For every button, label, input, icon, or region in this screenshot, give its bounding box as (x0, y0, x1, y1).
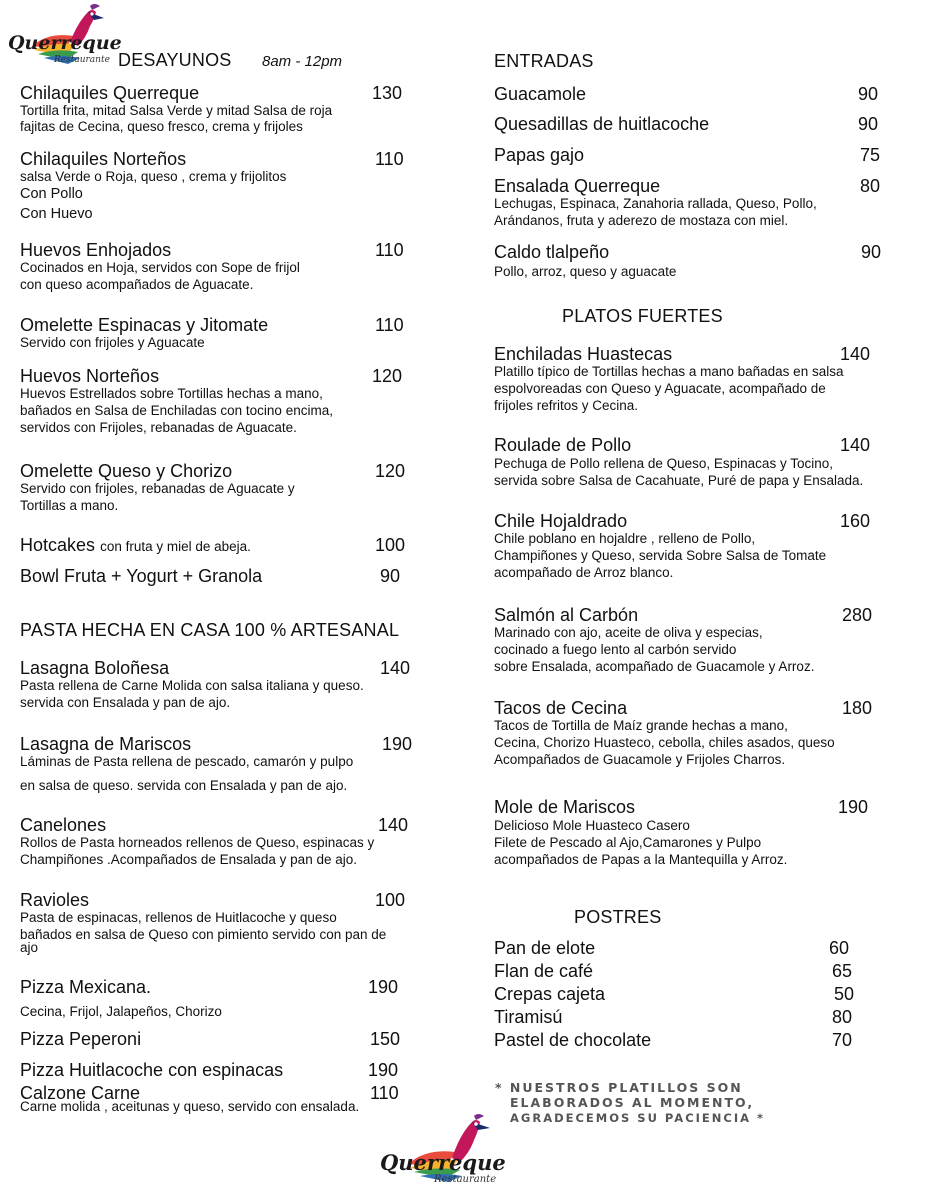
logo-subtitle: Restaurante (54, 55, 110, 65)
menu-item-description: Carne molida , aceitunas y queso, servido con ensalada. (20, 1099, 360, 1114)
menu-item-description: Pasta rellena de Carne Molida con salsa italiana y queso. (20, 678, 364, 693)
menu-item-price: 120 (375, 461, 406, 481)
menu-item-description: Tortilla frita, mitad Salsa Verde y mitad Salsa de roja (20, 103, 333, 118)
menu-item-option: Con Huevo (20, 206, 93, 222)
kitchen-note: ELABORADOS AL MOMENTO, (510, 1095, 755, 1110)
menu-item-description: bañados en salsa de Queso con pimiento servido con pan de (20, 927, 387, 942)
menu-item-name: Calzone Carne (20, 1083, 141, 1103)
menu-item-description: salsa Verde o Roja, queso , crema y frijolitos (20, 169, 287, 184)
menu-item-price: 50 (834, 984, 855, 1004)
menu-item-name: Pizza Huitlacoche con espinacas (20, 1060, 284, 1080)
menu-item-description: cocinado a fuego lento al carbón servido (494, 642, 737, 657)
menu-item-description: Delicioso Mole Huasteco Casero (494, 818, 690, 833)
section-title-desayunos: DESAYUNOS (118, 50, 232, 70)
menu-item-name: Pastel de chocolate (494, 1030, 652, 1050)
menu-item-description: Champiñones y Queso, servida Sobre Salsa de Tomate (494, 548, 827, 563)
menu-item-price: 140 (840, 435, 871, 455)
menu-item-price: 120 (372, 366, 403, 386)
menu-item-description: espolvoreadas con Queso y Aguacate, acompañado de (494, 381, 826, 396)
menu-item-price: 90 (861, 242, 882, 262)
menu-item-price: 110 (375, 149, 404, 169)
restaurant-logo-top (4, 2, 122, 70)
menu-item-description: frijoles refritos y Cecina. (494, 398, 639, 413)
menu-item-price: 75 (860, 145, 881, 165)
section-title-platos-fuertes: PLATOS FUERTES (562, 306, 723, 326)
menu-item-description: Cecina, Frijol, Jalapeños, Chorizo (20, 1004, 222, 1019)
menu-item-price: 70 (832, 1030, 853, 1050)
menu-item-description: Cocinados en Hoja, servidos con Sope de frijol (20, 260, 300, 275)
menu-item-description: Láminas de Pasta rellena de pescado, camarón y pulpo (20, 754, 354, 769)
menu-item-name: Quesadillas de huitlacoche (494, 114, 710, 134)
menu-item-description: fajitas de Cecina, queso fresco, crema y frijoles (20, 119, 303, 134)
menu-item-price: 110 (370, 1083, 399, 1103)
menu-item-description: Servido con frijoles y Aguacate (20, 335, 205, 350)
menu-item-name: Huevos Norteños (20, 366, 160, 386)
menu-item-price: 110 (375, 315, 404, 335)
menu-item-name: Lasagna de Mariscos (20, 734, 192, 754)
menu-item-price: 90 (858, 114, 879, 134)
menu-item-price: 130 (372, 83, 403, 103)
menu-item-description: bañados en Salsa de Enchiladas con tocino encima, (20, 403, 333, 418)
menu-item-name: Guacamole (494, 84, 587, 104)
menu-item-price: 90 (380, 566, 401, 586)
menu-item-name: Canelones (20, 815, 107, 835)
menu-item-price: 190 (368, 1060, 399, 1080)
menu-item-name: Chile Hojaldrado (494, 511, 628, 531)
menu-item-name: Salmón al Carbón (494, 605, 639, 625)
menu-item-description: Pechuga de Pollo rellena de Queso, Espinacas y Tocino, (494, 456, 833, 471)
menu-item-description: Champiñones .Acompañados de Ensalada y pan de ajo. (20, 852, 357, 867)
menu-item-description: acompañados de Papas a la Mantequilla y Arroz. (494, 852, 788, 867)
menu-item-price: 90 (858, 84, 879, 104)
menu-item-name: Tiramisú (494, 1007, 563, 1027)
menu-item-price: 65 (832, 961, 853, 981)
menu-item-description: Cecina, Chorizo Huasteco, cebolla, chiles asados, queso (494, 735, 835, 750)
menu-item-description: ajo (20, 940, 39, 955)
kitchen-note: * NUESTROS PLATILLOS SON (495, 1080, 743, 1095)
menu-item-description: servida sobre Salsa de Cacahuate, Puré de papa y Ensalada. (494, 473, 864, 488)
menu-item-description: sobre Ensalada, acompañado de Guacamole y Arroz. (494, 659, 815, 674)
menu-item-name: Pan de elote (494, 938, 596, 958)
logo-subtitle: Restaurante (434, 1174, 497, 1185)
menu-item-name: Mole de Mariscos (494, 797, 636, 817)
menu-item-name: Pizza Peperoni (20, 1029, 142, 1049)
menu-item-price: 160 (840, 511, 871, 531)
menu-item-price: 140 (380, 658, 411, 678)
menu-item-price: 280 (842, 605, 873, 625)
menu-item-name: Ravioles (20, 890, 90, 910)
menu-item-description: Pasta de espinacas, rellenos de Huitlacoche y queso (20, 910, 337, 925)
menu-item-name (20, 535, 251, 556)
menu-item-name: Chilaquiles Querreque (20, 83, 200, 103)
section-title-entradas: ENTRADAS (494, 51, 594, 71)
menu-item-description: Pollo, arroz, queso y aguacate (494, 264, 677, 279)
menu-item-price: 80 (832, 1007, 853, 1027)
menu-item-description: con queso acompañados de Aguacate. (20, 277, 254, 292)
desayunos-hours: 8am - 12pm (262, 53, 343, 70)
menu-item-description: Chile poblano en hojaldre , relleno de Pollo, (494, 531, 756, 546)
menu-item-description: Acompañados de Guacamole y Frijoles Charros. (494, 752, 786, 767)
menu-item-description: servida con Ensalada y pan de ajo. (20, 695, 231, 710)
menu-item-name: Flan de café (494, 961, 594, 981)
menu-item-name: Omelette Queso y Chorizo (20, 461, 233, 481)
menu-item-name: Pizza Mexicana. (20, 977, 152, 997)
menu-item-price: 190 (382, 734, 413, 754)
menu-item-name: Ensalada Querreque (494, 176, 661, 196)
menu-item-name: Papas gajo (494, 145, 585, 165)
menu-item-price: 190 (838, 797, 869, 817)
menu-item-description: Marinado con ajo, aceite de oliva y especias, (494, 625, 763, 640)
menu-item-name: Huevos Enhojados (20, 240, 172, 260)
menu-item-description: en salsa de queso. servida con Ensalada y pan de ajo. (20, 778, 348, 793)
menu-item-name: Tacos de Cecina (494, 698, 628, 718)
menu-item-price: 180 (842, 698, 873, 718)
menu-item-description: acompañado de Arroz blanco. (494, 565, 674, 580)
menu-item-price: 190 (368, 977, 399, 997)
menu-item-price: 80 (860, 176, 881, 196)
menu-item-price: 110 (375, 240, 404, 260)
menu-item-price: 140 (840, 344, 871, 364)
section-title-pasta: PASTA HECHA EN CASA 100 % ARTESANAL (20, 620, 400, 640)
menu-item-description: Arándanos, fruta y aderezo de mostaza con miel. (494, 213, 789, 228)
logo-wordmark: Querreque (8, 32, 122, 54)
menu-item-description: servidos con Frijoles, rebanadas de Aguacate. (20, 420, 297, 435)
menu-item-description: Servido con frijoles, rebanadas de Aguacate y (20, 481, 295, 496)
restaurant-logo-bottom (378, 1112, 504, 1192)
menu-item-name: Chilaquiles Norteños (20, 149, 187, 169)
menu-item-price: 100 (375, 535, 406, 555)
menu-item-description: Rollos de Pasta horneados rellenos de Queso, espinacas y (20, 835, 375, 850)
menu-item-name: Caldo tlalpeño (494, 242, 610, 262)
kitchen-note: AGRADECEMOS SU PACIENCIA * (510, 1111, 766, 1125)
menu-item-inline-description: con fruta y miel de abeja. (100, 539, 251, 554)
menu-item-name: Omelette Espinacas y Jitomate (20, 315, 269, 335)
menu-item-price: 150 (370, 1029, 401, 1049)
section-title-postres: POSTRES (574, 907, 662, 927)
menu-item-description: Huevos Estrellados sobre Tortillas hechas a mano, (20, 386, 323, 401)
menu-item-description: Tacos de Tortilla de Maíz grande hechas a mano, (494, 718, 788, 733)
menu-item-description: Tortillas a mano. (20, 498, 119, 513)
menu-item-name-text: Hotcakes (20, 535, 96, 555)
menu-item-price: 100 (375, 890, 406, 910)
menu-item-description: Filete de Pescado al Ajo,Camarones y Pulpo (494, 835, 762, 850)
menu-item-name: Lasagna Boloñesa (20, 658, 170, 678)
menu-item-option: Con Pollo (20, 186, 83, 202)
menu-item-name: Bowl Fruta + Yogurt + Granola (20, 566, 263, 586)
menu-item-name: Enchiladas Huastecas (494, 344, 673, 364)
menu-item-description: Lechugas, Espinaca, Zanahoria rallada, Queso, Pollo, (494, 196, 817, 211)
menu-item-name: Crepas cajeta (494, 984, 606, 1004)
menu-item-price: 140 (378, 815, 409, 835)
menu-item-name: Roulade de Pollo (494, 435, 632, 455)
menu-item-price: 60 (829, 938, 850, 958)
logo-wordmark: Querreque (380, 1150, 506, 1175)
menu-item-description: Platillo típico de Tortillas hechas a mano bañadas en salsa (494, 364, 844, 379)
